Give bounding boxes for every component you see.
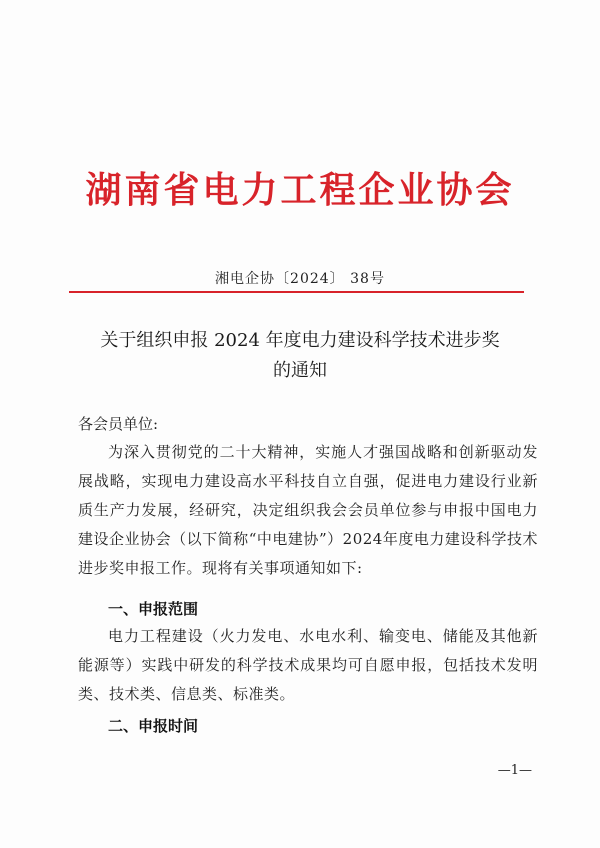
section-heading-time: 二、申报时间 <box>108 717 199 735</box>
intro-paragraph: 为深入贯彻党的二十大精神，实施人才强国战略和创新驱动发展战略，实现电力建设高水平科技自立自强，促进电力建设行业新质生产力发展，经研究，决定组织我会会员单位参与申报中国电力建设企业协会（以下简称“中电建协”）2024年度电力建设科学技术进步奖申报工作。现将有关事项通知如下: <box>78 443 538 577</box>
document-number: 湘电企协〔2024〕 38号 <box>215 271 385 287</box>
section-scope-paragraph: 电力工程建设（火力发电、水电水利、输变电、储能及其他新能源等）实践中研发的科学技术成果均可自愿申报，包括技术发明类、技术类、信息类、标准类。 <box>78 627 538 703</box>
notice-title <box>60 326 540 386</box>
notice-title-line-1: 关于组织申报 2024 年度电力建设科学技术进步奖 <box>100 330 500 351</box>
notice-title-line-2: 的通知 <box>273 360 327 381</box>
section-heading-scope: 一、申报范围 <box>108 600 199 618</box>
organization-title: 湖南省电力工程企业协会 <box>85 170 515 211</box>
salutation: 各会员单位: <box>78 415 159 433</box>
red-divider-line <box>69 291 524 293</box>
page-number: —1— <box>497 763 532 778</box>
